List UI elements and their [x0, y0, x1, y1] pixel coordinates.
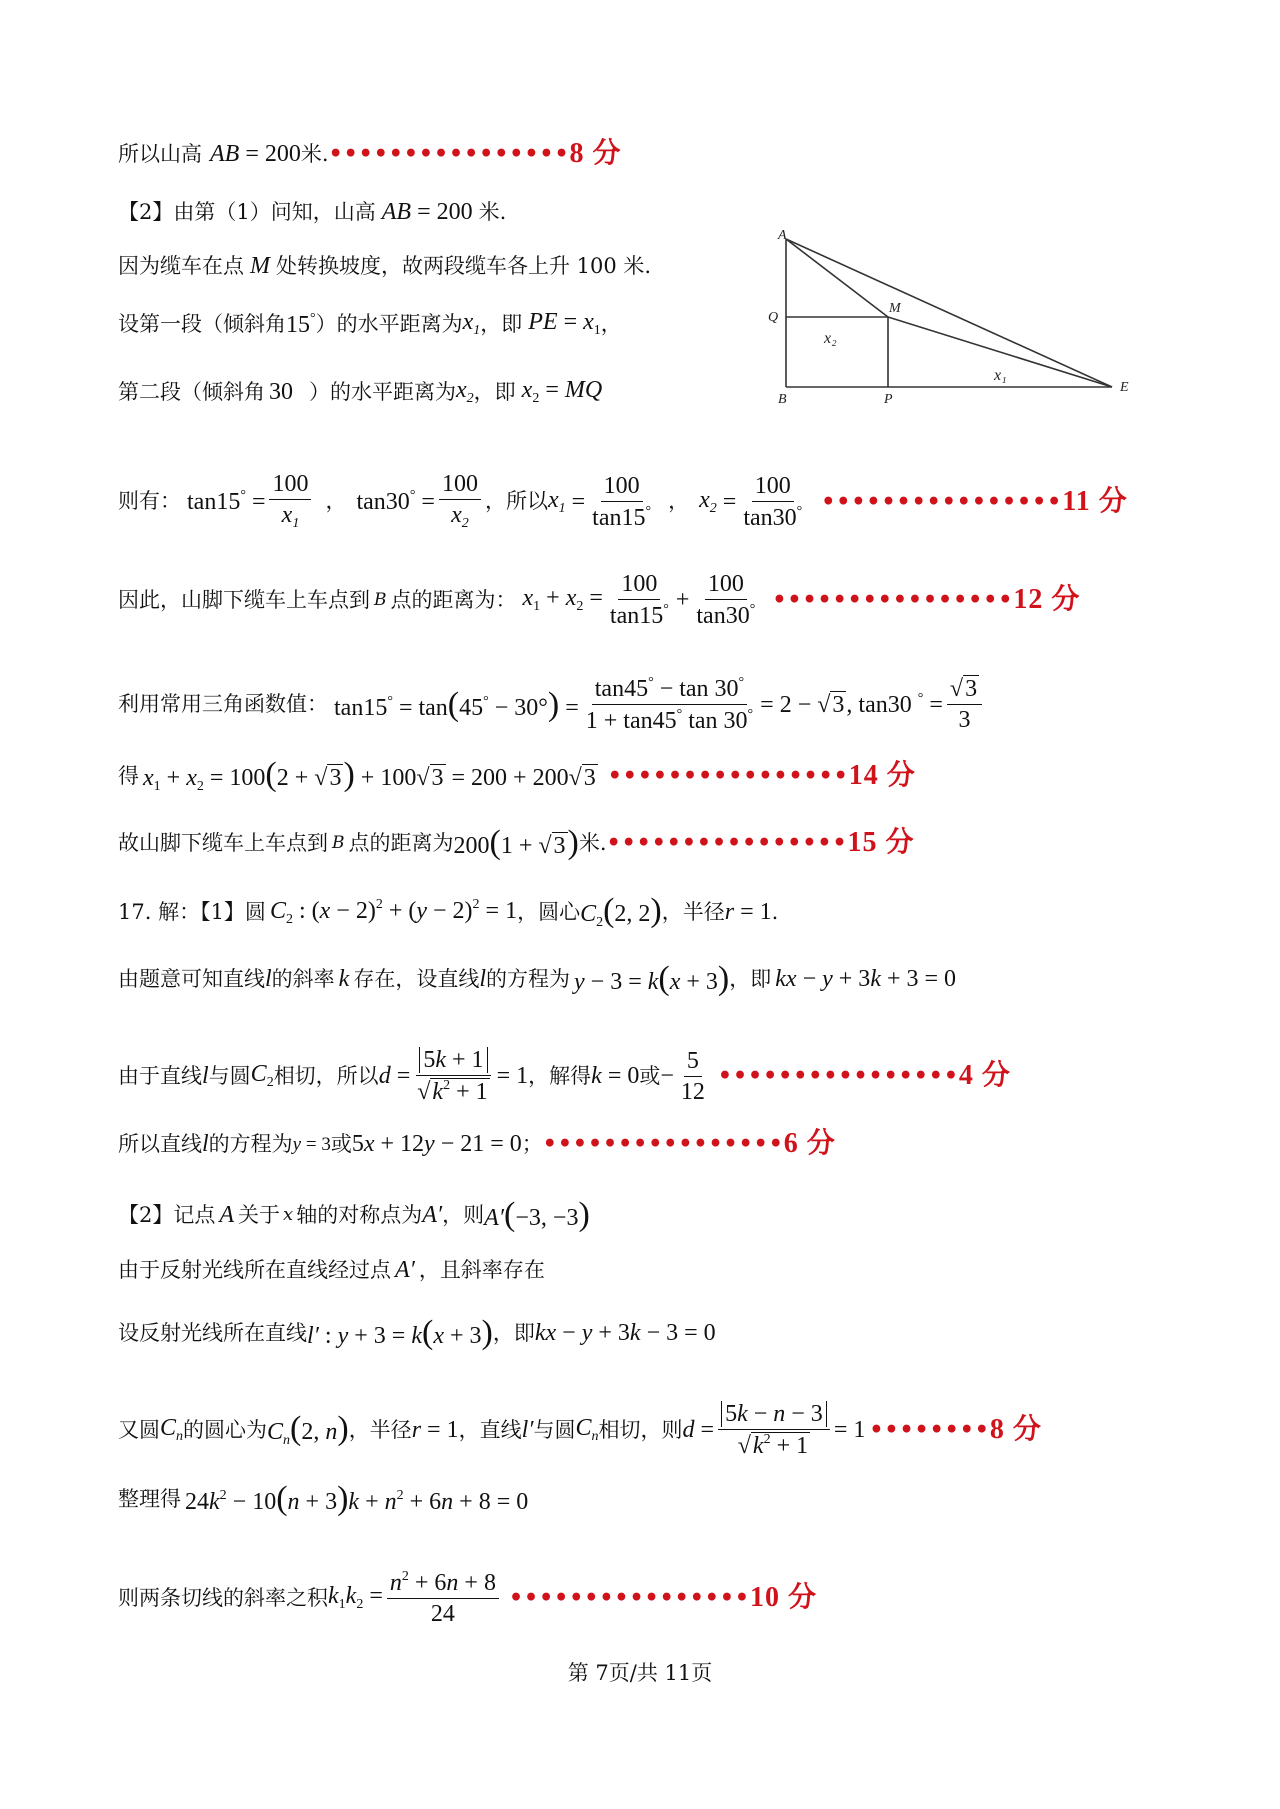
math: k [338, 966, 350, 992]
score-label: 15 分 [847, 827, 915, 858]
fraction: $\frac{√3}{3}$ [947, 677, 982, 732]
text: 利用常用三角函数值： [118, 692, 328, 716]
math: = 1 [833, 1417, 866, 1443]
dots: •••••••••••••••• [606, 830, 848, 856]
math: l′ [521, 1417, 534, 1443]
dots: •••••••••••••••• [821, 488, 1063, 515]
score-label: 12 分 [1013, 584, 1081, 615]
text: ，且斜率存在 [418, 1257, 545, 1282]
text: 的圆心为 [183, 1417, 268, 1442]
text: 得 [118, 763, 139, 788]
math: $x_2$ [456, 377, 474, 406]
score-label: 14 分 [848, 760, 916, 791]
text: 第二段（倾斜角 [118, 379, 265, 404]
line-12 [118, 962, 956, 996]
line-3 [118, 254, 651, 278]
text: ，即 [729, 966, 772, 991]
text: 【2】由第（1）问知，山高 [118, 199, 376, 224]
text: 17. 解：【1】圆 [118, 899, 266, 924]
line-4 [118, 310, 622, 338]
text: 由题意可知直线 [118, 966, 265, 991]
math: M [250, 253, 270, 279]
text: 米. [478, 199, 507, 224]
text: 与圆 [533, 1417, 576, 1442]
text: ，即 [473, 379, 516, 404]
text: 所以直线 [118, 1131, 202, 1156]
math: 30 [269, 379, 293, 405]
math: $C_n(2$, n) [267, 1410, 349, 1448]
math: l [265, 966, 272, 992]
dots: •••••••••••••••• [717, 1063, 959, 1089]
fraction: $\frac{100}{\tan 30^\circ}$ [743, 472, 803, 531]
text: ，即 [480, 311, 523, 336]
math: = 2 − √3, tan30 ° = [760, 691, 943, 718]
label-q: Q [768, 310, 779, 325]
fraction: $\frac{100}{\tan 15^\circ}$ [592, 472, 652, 531]
text: 米. [578, 830, 607, 855]
text: ，半径 [661, 899, 725, 924]
text: 点的距离为 [348, 830, 454, 855]
math: y = 3 [292, 1133, 331, 1155]
text: 则有： [118, 489, 181, 513]
text: 米. [300, 141, 329, 166]
score-label: 4 分 [958, 1060, 1011, 1091]
fraction: $\frac{5k - n - 3}{√k^2 + 1}$ [718, 1402, 830, 1458]
math: k = 0 [591, 1063, 640, 1089]
math: $24k^2 - 10(n + 3)k + n^2 + 6n + 8 = 0$ [185, 1480, 529, 1517]
dots: •••••••••••••••• [607, 763, 849, 789]
label-x2: x₂ [824, 330, 837, 347]
segment-ae [786, 239, 1112, 387]
math: l′ : y + 3 = k(x + 3) [307, 1314, 493, 1351]
dots: •••••••••••••••• [542, 1131, 784, 1157]
text: 轴的对称点为 [296, 1202, 423, 1227]
dots: •••••••• [869, 1417, 990, 1443]
text: 点的距离为： [390, 587, 517, 612]
math: l [479, 966, 486, 992]
score-label: 8 分 [569, 138, 622, 169]
line-9 [118, 758, 916, 794]
text: 或 [330, 1131, 352, 1156]
math: kx − y + 3k − 3 = 0 [534, 1320, 716, 1346]
math: $C_n$ [160, 1415, 184, 1444]
line-13 [118, 1048, 1011, 1104]
text: 则两条切线的斜率之积 [118, 1585, 328, 1610]
math: 200(1 + √3) [453, 824, 579, 861]
math: − [660, 1063, 674, 1089]
math: A′(−3, −3) [484, 1196, 590, 1233]
text: ，直线 [458, 1417, 522, 1442]
math: $x_1 + x_2$ = [522, 585, 603, 614]
score-label: 10 分 [749, 1582, 817, 1613]
line-5 [118, 378, 602, 406]
score-label: 6 分 [783, 1128, 836, 1159]
math: 15° [286, 310, 316, 338]
line-16 [118, 1258, 545, 1282]
text: 设反射光线所在直线 [118, 1320, 307, 1345]
math: 5x + 12y − 21 = 0 [351, 1131, 522, 1157]
line-6: 则有： tan15° = $\frac{100}{x_1}$ ， tan30° = $\frac{100}{x_2}$ ，所以 $x_1$ = $\frac{100}{\tan 15^\circ}$ ， $x_2$ = $\frac{100}{\tan 30^\circ}$ •••••••••••••••• 11 分 [118, 471, 1128, 531]
text: . [771, 899, 779, 924]
line-8 [118, 676, 986, 733]
score-label: 11 分 [1062, 485, 1128, 517]
point-label: B [374, 589, 387, 610]
math: tan30° = [356, 488, 435, 515]
math: $x_1$ [547, 486, 566, 516]
line-2 [118, 200, 506, 224]
dots: •••••••••••••••• [508, 1585, 750, 1611]
line-14 [118, 1130, 836, 1158]
label-x1: x₁ [994, 367, 1007, 384]
math: A [219, 1202, 235, 1228]
text: 与圆 [208, 1063, 251, 1088]
text: 整理得 [118, 1486, 181, 1511]
text: 相切，所以 [273, 1063, 379, 1088]
math: $x_1 + x_2 = 100(2 + √3) + 100√3 = 200 + 200√3$ [143, 756, 596, 794]
line-1 [118, 140, 622, 168]
label-m: M [889, 301, 901, 316]
text: 因为缆车在点 [118, 253, 244, 278]
fraction: $\frac{100}{\tan 15^\circ}$ [609, 571, 669, 629]
math: tan15° = [187, 488, 266, 515]
text: 所以山高 [118, 141, 202, 166]
math: d = [682, 1417, 715, 1443]
fraction: $\frac{n^2 + 6n + 8}{24}$ [387, 1570, 499, 1626]
text: ，圆心 [517, 899, 581, 924]
math: $x_1$ [462, 309, 481, 338]
line-7: 因此，山脚下缆车上车点到 B 点的距离为： $x_1 + x_2$ = $\frac{100}{\tan 15^\circ}$ + $\frac{100}{\tan 30^\circ}$ •••••••••••••••• 12 分 [118, 571, 1081, 629]
page-footer: 第 7页/共 11页 [567, 1661, 713, 1685]
label-e: E [1120, 380, 1129, 395]
dots: •••••••••••••••• [328, 141, 570, 167]
text: ，所以 [484, 489, 548, 513]
math: x [283, 1204, 294, 1225]
text: 由于反射光线所在直线经过点 [118, 1257, 391, 1282]
math: $k_1k_2$ = [328, 1583, 383, 1612]
label-b: B [778, 392, 787, 407]
line-17 [118, 1316, 716, 1350]
math: d = [378, 1063, 411, 1089]
line-18 [118, 1402, 1042, 1458]
fraction: $\frac{\tan 45^\circ - \tan 30^\circ}{1 + \tan 45^\circ \tan 30^\circ}$ [585, 675, 754, 734]
dots: •••••••••••••••• [772, 587, 1014, 613]
math: = 1 [496, 1063, 529, 1089]
line-10 [118, 826, 915, 860]
math: AB = 200 [381, 199, 473, 225]
text: ）的水平距离为 [315, 311, 463, 336]
text: 故山脚下缆车上车点到 [118, 830, 328, 855]
math: r = 1 [411, 1417, 459, 1443]
math: A′ [422, 1202, 443, 1228]
math: $C_2(2$, 2) [580, 892, 662, 930]
text: ，则 [442, 1202, 485, 1227]
text: ，半径 [348, 1417, 412, 1442]
math: A′ [395, 1257, 415, 1283]
triangle-diagram [762, 225, 1142, 410]
text: ， [600, 311, 622, 336]
text: 设第一段（倾斜角 [118, 311, 286, 336]
text: 的方程为 [486, 966, 570, 991]
line-20 [118, 1570, 817, 1626]
math: PE = $x_1$ [528, 309, 601, 338]
fraction: $\frac{100}{x_1}$ [269, 472, 311, 531]
line-15 [118, 1198, 590, 1232]
math: AB = 200 [210, 141, 301, 167]
line-11 [118, 894, 778, 930]
score-label: 8 分 [989, 1414, 1042, 1445]
label-p: P [884, 392, 893, 407]
math: $C_2$ : $(x - 2)^2 + (y - 2)^2 = 1$ [269, 896, 518, 927]
fraction: $\frac{100}{\tan 30^\circ}$ [696, 571, 756, 629]
text: ，解得 [528, 1063, 592, 1088]
text: ； [521, 1131, 543, 1156]
text: ，即 [492, 1320, 535, 1345]
text: 的斜率 [271, 966, 335, 991]
text: 由于直线 [118, 1063, 202, 1088]
fraction: $\frac{5k + 1}{√k^2 + 1}$ [414, 1048, 492, 1104]
math: r = 1 [724, 899, 772, 925]
math: kx − y + 3k + 3 = 0 [775, 966, 957, 992]
text: 【2】记点 [118, 1202, 216, 1227]
math: l [202, 1063, 209, 1089]
text: ）的水平距离为 [309, 379, 456, 404]
math: $x_2$ = MQ [521, 377, 603, 406]
text: 处转换坡度，故两段缆车各上升 100 米. [276, 253, 652, 278]
math: y − 3 = k(x + 3) [574, 960, 730, 997]
text: 又圆 [118, 1417, 160, 1442]
text: 的方程为 [208, 1131, 293, 1156]
text: 关于 [238, 1202, 281, 1227]
math: l [202, 1131, 209, 1157]
math: $C_2$ [250, 1061, 274, 1090]
fraction: $\frac{100}{x_2}$ [439, 472, 481, 531]
text: 相切，则 [598, 1417, 683, 1442]
text: 因此，山脚下缆车上车点到 [118, 587, 370, 612]
text: 存在，设直线 [353, 966, 480, 991]
math: $C_n$ [575, 1415, 599, 1444]
math: $x_2$ [699, 486, 717, 516]
line-19 [118, 1482, 528, 1516]
point-label: B [332, 832, 345, 853]
label-a: A [778, 228, 787, 243]
text: 或 [639, 1063, 661, 1088]
fraction: $\frac{5}{12}$ [680, 1047, 705, 1105]
math: tan15° = tan(45° − 30°) = [334, 685, 579, 723]
